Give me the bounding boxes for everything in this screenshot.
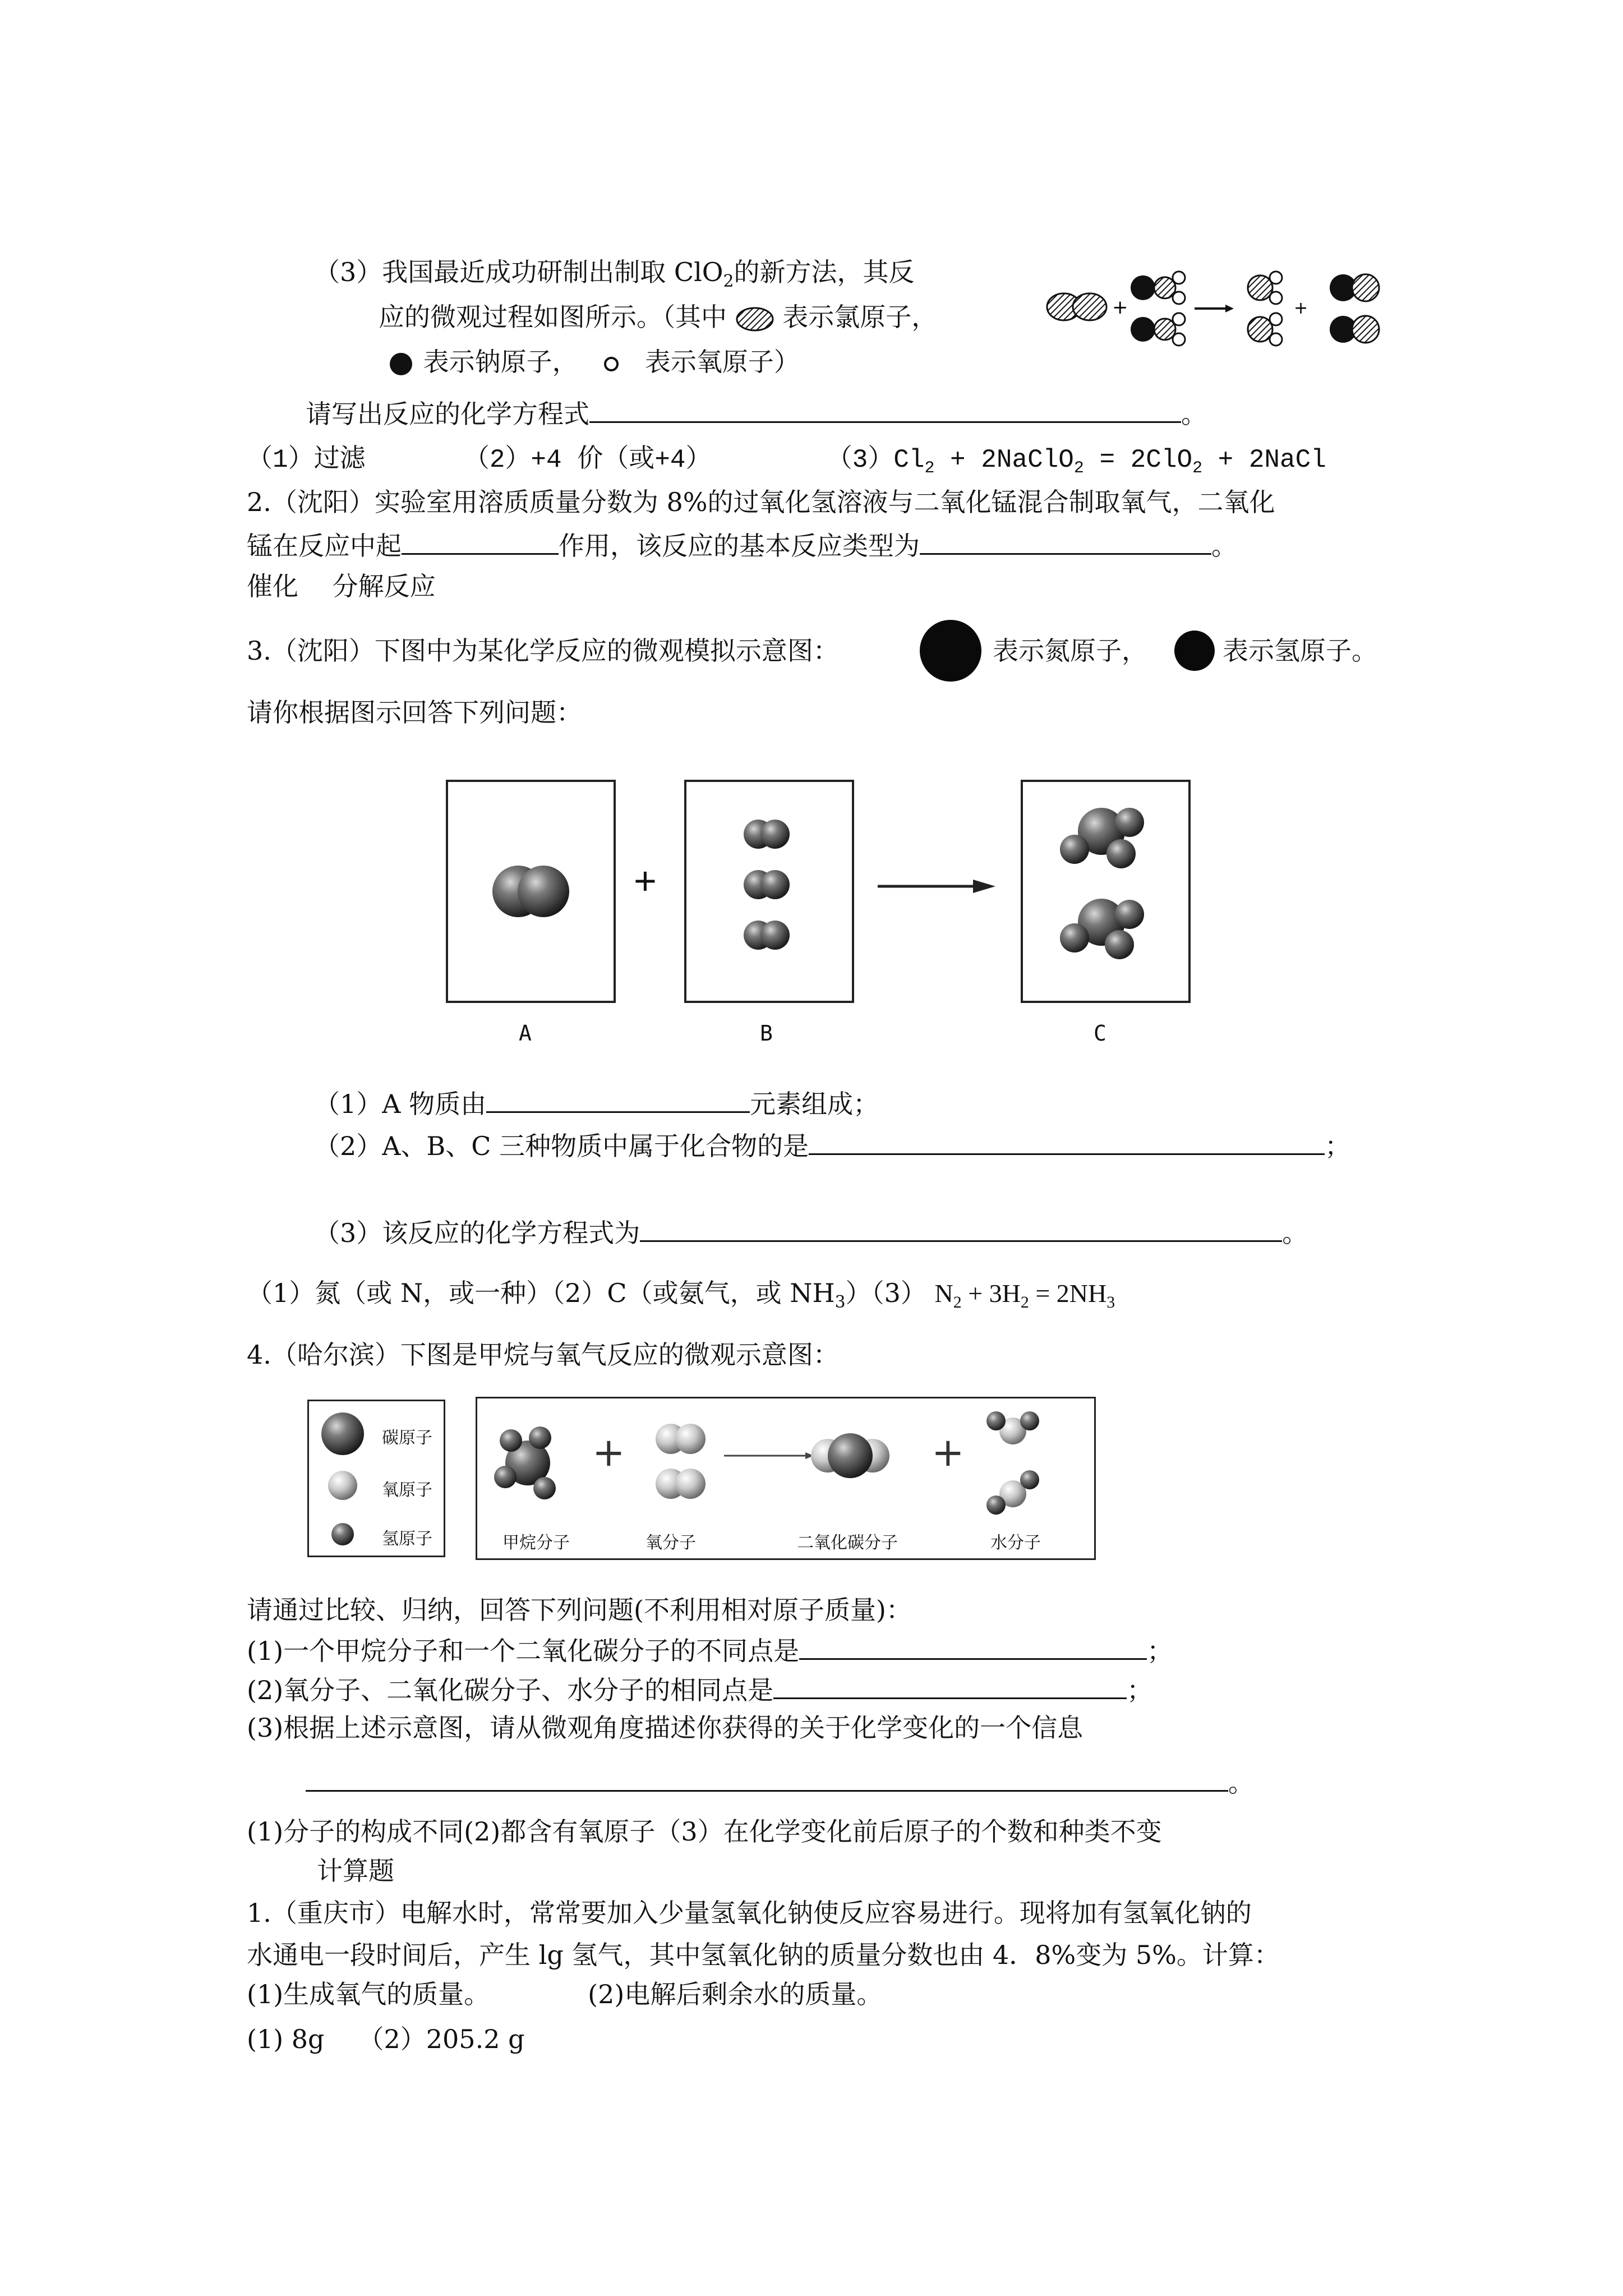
- box-b: [684, 780, 854, 1003]
- svg-text:+: +: [1112, 296, 1128, 319]
- blank-similarity[interactable]: [773, 1672, 1127, 1699]
- calc-heading: 计算题: [317, 1856, 394, 1886]
- q2-line2: 锰在反应中起 作用，该反应的基本反应类型为 。: [247, 527, 1237, 563]
- q4-s2: (2)氧分子、二氧化碳分子、水分子的相同点是 ；: [247, 1672, 1152, 1707]
- q3sub-answer: （1）过滤 （2）+4 价（或+4） $(3)Cl_2$ + 2NaClO$_2$ = 2ClO$_2$ + 2NaCl: [247, 445, 1326, 478]
- plus-sign-1: +: [634, 859, 657, 903]
- blank-reaction-type[interactable]: [920, 527, 1211, 555]
- legend-carbon: 碳原子: [382, 1428, 432, 1448]
- q4-answer: (1)分子的构成不同(2)都含有氧原子（3）在化学变化前后原子的个数和种类不变: [247, 1816, 1162, 1847]
- q3-sub3: （3）该反应的化学方程式为 。: [314, 1214, 1308, 1250]
- q4-intro: 请通过比较、归纳，回答下列问题(不利用相对原子质量)：: [247, 1595, 912, 1625]
- blank-equation[interactable]: [640, 1214, 1282, 1242]
- sodium-atom-icon: [387, 351, 415, 377]
- box-c: [1021, 780, 1191, 1003]
- label-b: B: [760, 1021, 773, 1046]
- q4-s1: (1)一个甲烷分子和一个二氧化碳分子的不同点是 ；: [247, 1632, 1173, 1668]
- q3-answer: （1）氮（或 N，或一种）（2）C（或氨气，或 $NH_3)(3)$ $N_2 + 3H_2 = 2NH_3$: [247, 1278, 1115, 1313]
- q3-line1-h: 表示氢原子。: [1223, 636, 1377, 666]
- hydrogen-atom-icon: [1172, 628, 1217, 673]
- svg-text:+: +: [592, 1429, 625, 1475]
- label-oxygen-molecule: 氧分子: [645, 1533, 696, 1553]
- clo2-reaction-diagram: [1040, 266, 1388, 351]
- blank-info[interactable]: [306, 1764, 1228, 1792]
- calc-answers: (1) 8g （2）205.2 g: [247, 2024, 525, 2054]
- q3-line1-n: 表示氮原子，: [993, 636, 1147, 666]
- legend-box: [307, 1400, 445, 1557]
- label-co2: 二氧化碳分子: [797, 1533, 898, 1553]
- blank-difference[interactable]: [799, 1632, 1147, 1660]
- reaction-arrow: [878, 875, 995, 898]
- oxygen-atom-icon: [586, 351, 637, 377]
- q2-answer: 催化 分解反应: [247, 571, 436, 601]
- answer-blank[interactable]: [589, 395, 1181, 423]
- legend-oxygen: 氧原子: [382, 1480, 432, 1500]
- q3-sub1: （1）A 物质由 元素组成；: [314, 1085, 879, 1121]
- blank-catalysis[interactable]: [402, 527, 559, 555]
- chlorine-atom-icon: [735, 306, 774, 332]
- q3sub-line1: （3）我国最近成功研制出制取 ClO$_2$的新方法，其反: [314, 257, 915, 292]
- calc-line2: 水通电一段时间后，产生 lg 氢气，其中氢氧化钠的质量分数也由 4．8%变为 5%。计算：: [247, 1940, 1280, 1970]
- calc-line1: 1.（重庆市）电解水时，常常要加入少量氢氧化钠使反应容易进行。现将加有氢氧化钠的: [247, 1898, 1252, 1928]
- label-a: A: [519, 1021, 532, 1046]
- q3-sub2: （2）A、B、C 三种物质中属于化合物的是 ；: [314, 1128, 1350, 1163]
- q3sub-line3: 表示钠原子， 表示氧原子）: [387, 345, 800, 379]
- label-water: 水分子: [990, 1533, 1041, 1553]
- legend-hydrogen: 氢原子: [382, 1529, 432, 1549]
- q4-s3: (3)根据上述示意图，请从微观角度描述你获得的关于化学变化的一个信息: [247, 1713, 1083, 1743]
- blank-a-elements[interactable]: [486, 1085, 750, 1113]
- nitrogen-atom-icon: [917, 617, 984, 684]
- label-c: C: [1094, 1021, 1106, 1046]
- blank-compound[interactable]: [809, 1128, 1325, 1155]
- svg-text:+: +: [1294, 298, 1308, 318]
- q4-line1: 4.（哈尔滨）下图是甲烷与氧气反应的微观示意图：: [247, 1340, 839, 1370]
- q3-line2: 请你根据图示回答下列问题：: [247, 697, 582, 728]
- svg-text:+: +: [932, 1429, 965, 1475]
- box-a: [446, 780, 616, 1003]
- q3sub-line2: 应的微观过程如图所示。（其中 表示氯原子，: [379, 302, 938, 332]
- q3-line1: 3.（沈阳）下图中为某化学反应的微观模拟示意图：: [247, 636, 839, 666]
- label-methane: 甲烷分子: [502, 1533, 570, 1553]
- q4-s3-blank: 。: [306, 1764, 1254, 1800]
- q2-line1: 2.（沈阳）实验室用溶质质量分数为 8%的过氧化氢溶液与二氧化锰混合制取氧气，二氧化: [247, 487, 1275, 517]
- q3sub-prompt: 请写出反应的化学方程式 。: [306, 395, 1207, 431]
- calc-questions: (1)生成氧气的质量。 (2)电解后剩余水的质量。: [247, 1979, 883, 2009]
- methane-reaction-box: [476, 1397, 1096, 1560]
